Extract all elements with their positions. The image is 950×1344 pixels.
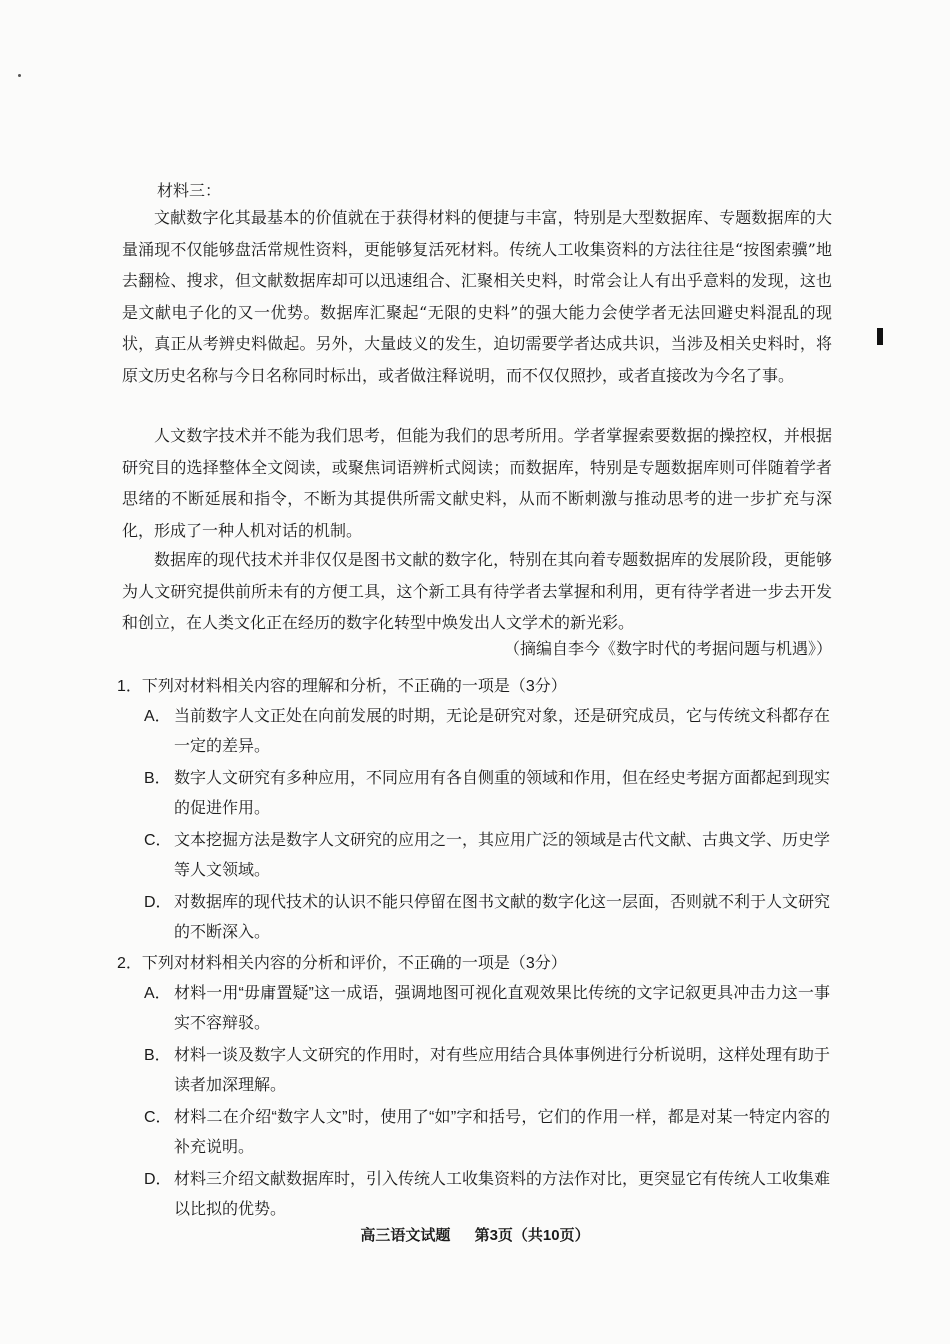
footer-page-number: 第3页（共10页） (474, 1227, 590, 1244)
option-b (144, 764, 830, 824)
option-a (144, 702, 830, 762)
option-letter: B． (144, 770, 171, 787)
option-a (144, 979, 830, 1039)
footer-subject: 高三语文试题 (360, 1227, 451, 1244)
option-text: 材料一用“毋庸置疑”这一成语，强调地图可视化直观效果比传统的文字记叙更具冲击力这一事实不容辩驳。 (174, 985, 830, 1032)
material-paragraph: 人文数字技术并不能为我们思考，但能为我们的思考所用。学者掌握索要数据的操控权，并根据研究目的选择整体全文阅读，或聚焦词语辨析式阅读；而数据库，特别是专题数据库则可伴随着学者思绪的不断延展和指令，不断为其提供所需文献史料，从而不断刺激与推动思考的进一步扩充与深化，形成了一种人机对话的机制。 (122, 426, 832, 540)
option-text: 材料一谈及数字人文研究的作用时，对有些应用结合具体事例进行分析说明，这样处理有助于读者加深理解。 (174, 1047, 831, 1094)
scan-speck (18, 74, 21, 77)
option-text: 数字人文研究有多种应用，不同应用有各自侧重的领域和作用，但在经史考据方面都起到现实的促进作用。 (174, 770, 831, 817)
scan-edge-mark (877, 328, 883, 345)
option-letter: A． (144, 985, 171, 1002)
option-text: 对数据库的现代技术的认识不能只停留在图书文献的数字化这一层面，否则就不利于人文研究的不断深入。 (174, 894, 831, 941)
option-letter: C． (144, 832, 172, 849)
option-letter: A． (144, 708, 171, 725)
material-heading: 材料三： (157, 181, 222, 200)
option-d (144, 1165, 830, 1225)
option-text: 材料三介绍文献数据库时，引入传统人工收集资料的方法作对比，更突显它有传统人工收集难以比拟的优势。 (174, 1171, 831, 1218)
option-text: 文本挖掘方法是数字人文研究的应用之一，其应用广泛的领域是古代文献、古典文学、历史学等人文领域。 (174, 832, 831, 879)
option-c (144, 826, 830, 886)
question-stem: 1．下列对材料相关内容的理解和分析，不正确的一项是（3分） (117, 678, 567, 695)
option-letter: B． (144, 1047, 171, 1064)
material-paragraph: 文献数字化其最基本的价值就在于获得材料的便捷与丰富，特别是大型数据库、专题数据库的大量涌现不仅能够盘活常规性资料，更能够复活死材料。传统人工收集资料的方法往往是“按图索骥”地去翻检、搜求，但文献数据库却可以迅速组合、汇聚相关史料，时常会让人有出乎意料的发现，这也是文献电子化的又一优势。数据库汇聚起“无限的史料”的强大能力会使学者无法回避史料混乱的现状，真正从考辨史料做起。另外，大量歧义的发生，迫切需要学者达成共识，当涉及相关史料时，将原文历史名称与今日名称同时标出，或者做注释说明，而不仅仅照抄，或者直接改为今名了事。 (122, 208, 832, 385)
page-footer (0, 1224, 950, 1245)
option-c (144, 1103, 830, 1163)
option-text: 当前数字人文正处在向前发展的时期，无论是研究对象，还是研究成员，它与传统文科都存在一定的差异。 (174, 708, 831, 755)
option-b (144, 1041, 830, 1101)
option-text: 材料二在介绍“数字人文”时，使用了“如”字和括号，它们的作用一样，都是对某一特定内容的补充说明。 (174, 1109, 830, 1156)
option-letter: D． (144, 894, 172, 911)
source-citation: （摘编自李今《数字时代的考据问题与机遇》） (503, 639, 832, 658)
option-letter: C． (144, 1109, 172, 1126)
option-letter: D． (144, 1171, 172, 1188)
option-d (144, 888, 830, 948)
question-stem: 2．下列对材料相关内容的分析和评价，不正确的一项是（3分） (117, 955, 567, 972)
material-paragraph: 数据库的现代技术并非仅仅是图书文献的数字化，特别在其向着专题数据库的发展阶段，更能够为人文研究提供前所未有的方便工具，这个新工具有待学者去掌握和利用，更有待学者进一步去开发和创立，在人类文化正在经历的数字化转型中焕发出人文学术的新光彩。 (122, 550, 832, 633)
